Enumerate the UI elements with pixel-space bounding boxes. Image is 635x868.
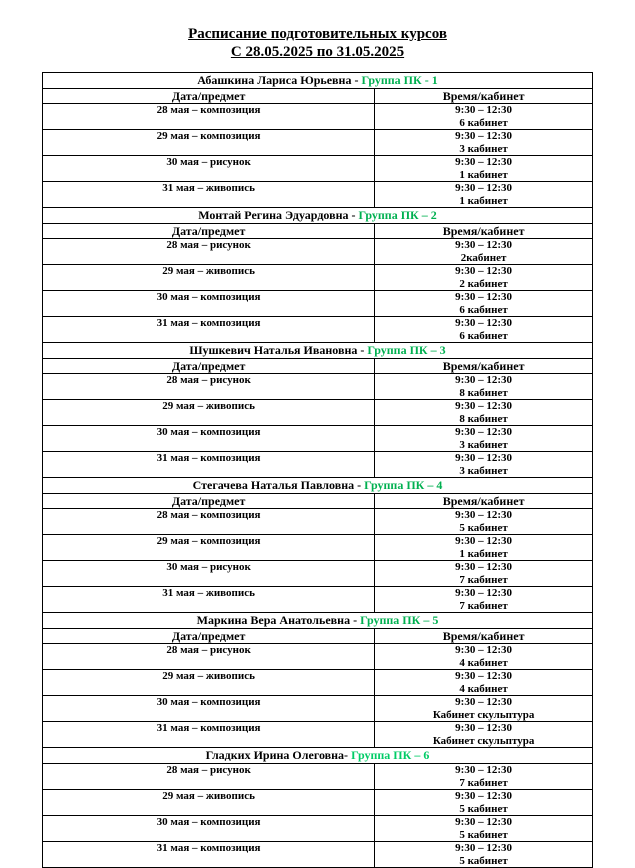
room-text: 8 кабинет xyxy=(459,412,508,425)
time-text: 9:30 – 12:30 xyxy=(455,291,512,303)
date-subject-cell: 28 мая – рисунок xyxy=(43,644,375,670)
time-text: 9:30 – 12:30 xyxy=(455,644,512,656)
schedule-row xyxy=(43,452,593,478)
date-subject-cell: 31 мая – композиция xyxy=(43,722,375,748)
time-room-cell xyxy=(375,317,593,343)
room-text: 5 кабинет xyxy=(459,802,508,815)
date-subject-cell: 29 мая – живопись xyxy=(43,790,375,816)
group-label: Группа ПК – 6 xyxy=(351,748,430,762)
time-room-cell xyxy=(375,561,593,587)
time-room-cell xyxy=(375,291,593,317)
room-text: 5 кабинет xyxy=(459,521,508,534)
column-header-row xyxy=(43,224,593,239)
time-room-header-cell: Время/кабинет xyxy=(375,89,593,104)
schedule-row xyxy=(43,790,593,816)
schedule-row xyxy=(43,670,593,696)
time-text: 9:30 – 12:30 xyxy=(455,426,512,438)
schedule-row xyxy=(43,535,593,561)
time-text: 9:30 – 12:30 xyxy=(455,156,512,168)
time-text: 9:30 – 12:30 xyxy=(455,130,512,142)
teacher-name: Маркина Вера Анатольевна - xyxy=(196,613,361,627)
time-room-cell xyxy=(375,670,593,696)
time-text: 9:30 – 12:30 xyxy=(455,317,512,329)
time-room-cell xyxy=(375,509,593,535)
date-subject-cell: 30 мая – композиция xyxy=(43,291,375,317)
room-text: 7 кабинет xyxy=(459,776,508,789)
room-text: 5 кабинет xyxy=(459,828,508,841)
room-text: 7 кабинет xyxy=(459,599,508,612)
document-title-line1: Расписание подготовительных курсов xyxy=(188,26,447,42)
room-text: 8 кабинет xyxy=(459,386,508,399)
schedule-row xyxy=(43,239,593,265)
date-subject-header-cell: Дата/предмет xyxy=(43,89,375,104)
group-label: Группа ПК - 1 xyxy=(361,73,438,87)
time-text: 9:30 – 12:30 xyxy=(455,400,512,412)
time-text: 9:30 – 12:30 xyxy=(455,104,512,116)
time-text: 9:30 – 12:30 xyxy=(455,239,512,251)
schedule-row xyxy=(43,156,593,182)
time-text: 9:30 – 12:30 xyxy=(455,764,512,776)
room-text: 5 кабинет xyxy=(459,854,508,867)
room-text: 7 кабинет xyxy=(459,573,508,586)
document-title-line2: С 28.05.2025 по 31.05.2025 xyxy=(230,44,405,60)
date-subject-cell: 31 мая – композиция xyxy=(43,842,375,868)
schedule-row xyxy=(43,130,593,156)
time-room-cell xyxy=(375,644,593,670)
date-subject-cell: 31 мая – композиция xyxy=(43,317,375,343)
group-header-row xyxy=(43,73,593,89)
time-text: 9:30 – 12:30 xyxy=(455,561,512,573)
room-text: 3 кабинет xyxy=(459,464,508,477)
time-room-cell xyxy=(375,104,593,130)
schedule-row xyxy=(43,374,593,400)
date-subject-header-cell: Дата/предмет xyxy=(43,494,375,509)
room-text: 4 кабинет xyxy=(459,656,508,669)
time-room-cell xyxy=(375,265,593,291)
time-room-cell xyxy=(375,587,593,613)
group-label: Группа ПК – 4 xyxy=(364,478,443,492)
time-room-cell xyxy=(375,130,593,156)
group-header-row xyxy=(43,343,593,359)
time-text: 9:30 – 12:30 xyxy=(455,587,512,599)
date-subject-cell: 28 мая – композиция xyxy=(43,104,375,130)
schedule-row xyxy=(43,722,593,748)
teacher-name: Гладких Ирина Олеговна- xyxy=(205,748,352,762)
date-subject-header-cell: Дата/предмет xyxy=(43,629,375,644)
room-text: 2 кабинет xyxy=(459,277,508,290)
date-subject-cell: 30 мая – композиция xyxy=(43,426,375,452)
group-header-cell xyxy=(43,208,593,224)
teacher-name: Шушкевич Наталья Ивановна - xyxy=(189,343,368,357)
room-text: 1 кабинет xyxy=(459,194,508,207)
date-subject-cell: 28 мая – рисунок xyxy=(43,374,375,400)
group-header-row xyxy=(43,478,593,494)
time-text: 9:30 – 12:30 xyxy=(455,535,512,547)
room-text: 1 кабинет xyxy=(459,168,508,181)
schedule-row xyxy=(43,104,593,130)
schedule-row xyxy=(43,816,593,842)
time-room-cell xyxy=(375,156,593,182)
room-text: 3 кабинет xyxy=(459,438,508,451)
group-header-row xyxy=(43,613,593,629)
room-text: 6 кабинет xyxy=(459,303,508,316)
date-subject-cell: 28 мая – рисунок xyxy=(43,239,375,265)
time-text: 9:30 – 12:30 xyxy=(455,696,512,708)
time-room-cell xyxy=(375,426,593,452)
date-subject-cell: 28 мая – рисунок xyxy=(43,764,375,790)
schedule-row xyxy=(43,426,593,452)
column-header-row xyxy=(43,359,593,374)
date-subject-cell: 30 мая – рисунок xyxy=(43,561,375,587)
schedule-row xyxy=(43,587,593,613)
document-title xyxy=(0,25,635,61)
date-subject-header-cell: Дата/предмет xyxy=(43,224,375,239)
time-text: 9:30 – 12:30 xyxy=(455,509,512,521)
schedule-row xyxy=(43,400,593,426)
schedule-row xyxy=(43,317,593,343)
time-room-cell xyxy=(375,535,593,561)
schedule-table xyxy=(42,72,593,868)
time-room-cell xyxy=(375,374,593,400)
room-text: 6 кабинет xyxy=(459,329,508,342)
date-subject-cell: 29 мая – композиция xyxy=(43,130,375,156)
group-header-cell xyxy=(43,478,593,494)
date-subject-cell: 29 мая – композиция xyxy=(43,535,375,561)
time-room-cell xyxy=(375,722,593,748)
time-text: 9:30 – 12:30 xyxy=(455,374,512,386)
date-subject-cell: 30 мая – композиция xyxy=(43,696,375,722)
room-text: 2кабинет xyxy=(460,251,507,264)
time-text: 9:30 – 12:30 xyxy=(455,842,512,854)
group-label: Группа ПК – 3 xyxy=(367,343,446,357)
date-subject-header-cell: Дата/предмет xyxy=(43,359,375,374)
schedule-row xyxy=(43,842,593,868)
time-room-header-cell: Время/кабинет xyxy=(375,629,593,644)
date-subject-cell: 29 мая – живопись xyxy=(43,265,375,291)
date-subject-cell: 30 мая – композиция xyxy=(43,816,375,842)
date-subject-cell: 31 мая – живопись xyxy=(43,587,375,613)
time-text: 9:30 – 12:30 xyxy=(455,790,512,802)
date-subject-cell: 31 мая – композиция xyxy=(43,452,375,478)
time-room-header-cell: Время/кабинет xyxy=(375,494,593,509)
column-header-row xyxy=(43,89,593,104)
time-text: 9:30 – 12:30 xyxy=(455,722,512,734)
schedule-row xyxy=(43,644,593,670)
room-text: Кабинет скульптура xyxy=(432,708,535,721)
date-subject-cell: 31 мая – живопись xyxy=(43,182,375,208)
schedule-row xyxy=(43,561,593,587)
time-text: 9:30 – 12:30 xyxy=(455,452,512,464)
time-room-header-cell: Время/кабинет xyxy=(375,224,593,239)
date-subject-cell: 29 мая – живопись xyxy=(43,670,375,696)
time-room-cell xyxy=(375,696,593,722)
document-page xyxy=(0,25,635,867)
schedule-row xyxy=(43,696,593,722)
time-room-cell xyxy=(375,842,593,868)
schedule-row xyxy=(43,291,593,317)
schedule-row xyxy=(43,265,593,291)
time-text: 9:30 – 12:30 xyxy=(455,182,512,194)
room-text: 4 кабинет xyxy=(459,682,508,695)
group-header-cell xyxy=(43,748,593,764)
room-text: 3 кабинет xyxy=(459,142,508,155)
group-header-cell xyxy=(43,73,593,89)
column-header-row xyxy=(43,629,593,644)
group-header-row xyxy=(43,208,593,224)
time-room-cell xyxy=(375,816,593,842)
time-text: 9:30 – 12:30 xyxy=(455,265,512,277)
date-subject-cell: 30 мая – рисунок xyxy=(43,156,375,182)
time-room-cell xyxy=(375,764,593,790)
time-text: 9:30 – 12:30 xyxy=(455,670,512,682)
date-subject-cell: 28 мая – композиция xyxy=(43,509,375,535)
time-room-cell xyxy=(375,182,593,208)
teacher-name: Стегачева Наталья Павловна - xyxy=(192,478,365,492)
teacher-name: Монтай Регина Эдуардовна - xyxy=(198,208,359,222)
group-label: Группа ПК – 2 xyxy=(358,208,437,222)
room-text: 6 кабинет xyxy=(459,116,508,129)
time-room-cell xyxy=(375,239,593,265)
schedule-table-body xyxy=(43,73,593,868)
group-header-cell xyxy=(43,343,593,359)
time-text: 9:30 – 12:30 xyxy=(455,816,512,828)
schedule-row xyxy=(43,509,593,535)
room-text: Кабинет скульптура xyxy=(432,734,535,747)
time-room-cell xyxy=(375,452,593,478)
time-room-header-cell: Время/кабинет xyxy=(375,359,593,374)
room-text: 1 кабинет xyxy=(459,547,508,560)
column-header-row xyxy=(43,494,593,509)
schedule-row xyxy=(43,764,593,790)
date-subject-cell: 29 мая – живопись xyxy=(43,400,375,426)
group-header-cell xyxy=(43,613,593,629)
group-header-row xyxy=(43,748,593,764)
schedule-row xyxy=(43,182,593,208)
teacher-name: Абашкина Лариса Юрьевна - xyxy=(197,73,362,87)
group-label: Группа ПК – 5 xyxy=(360,613,439,627)
time-room-cell xyxy=(375,790,593,816)
time-room-cell xyxy=(375,400,593,426)
